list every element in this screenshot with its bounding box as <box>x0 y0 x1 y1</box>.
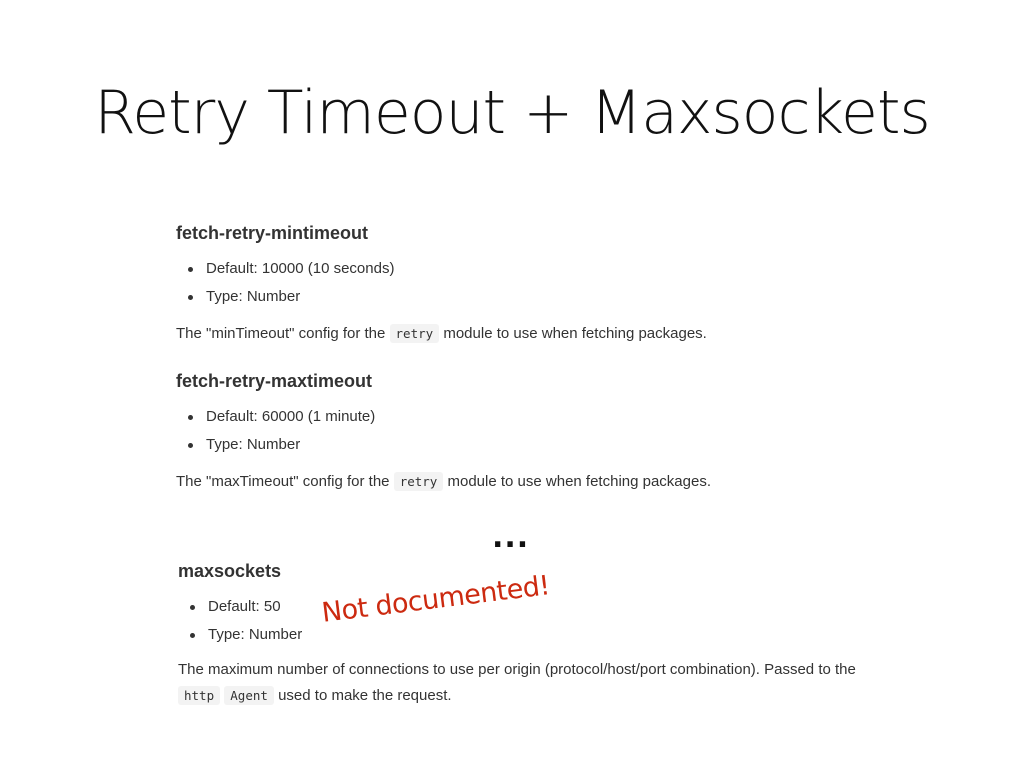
code-inline: Agent <box>224 686 274 705</box>
doc-section-mintimeout <box>176 222 896 347</box>
section-description <box>178 657 898 709</box>
section-description <box>176 469 896 495</box>
description-text: module to use when fetching packages. <box>443 325 707 342</box>
list-item: Default: 50 <box>178 597 898 625</box>
property-list <box>178 597 898 653</box>
handwritten-annotation: Not documented! <box>320 570 552 629</box>
property-list <box>176 259 896 315</box>
list-item: Type: Number <box>176 287 896 315</box>
section-description <box>176 321 896 347</box>
section-heading: fetch-retry-mintimeout <box>176 223 369 243</box>
doc-section-maxtimeout <box>176 370 896 495</box>
slide-title: Retry Timeout + Maxsockets <box>94 78 930 148</box>
ellipsis: ... <box>492 520 530 555</box>
description-text: The maximum number of connections to use per origin (protocol/host/port combination). Passed to the <box>178 661 856 678</box>
section-heading: fetch-retry-maxtimeout <box>176 371 373 391</box>
section-heading: maxsockets <box>178 561 282 581</box>
list-item: Type: Number <box>176 435 896 463</box>
list-item: Default: 10000 (10 seconds) <box>176 259 896 287</box>
description-text: module to use when fetching packages. <box>447 473 712 490</box>
list-item: Default: 60000 (1 minute) <box>176 407 896 435</box>
code-inline: http <box>178 686 220 705</box>
code-inline: retry <box>394 472 444 491</box>
description-text: The "minTimeout" config for the <box>176 325 386 342</box>
description-text: used to make the request. <box>278 687 452 704</box>
property-list <box>176 407 896 463</box>
list-item: Type: Number <box>178 625 898 653</box>
description-text: The "maxTimeout" config for the <box>176 473 390 490</box>
code-inline: retry <box>390 324 440 343</box>
